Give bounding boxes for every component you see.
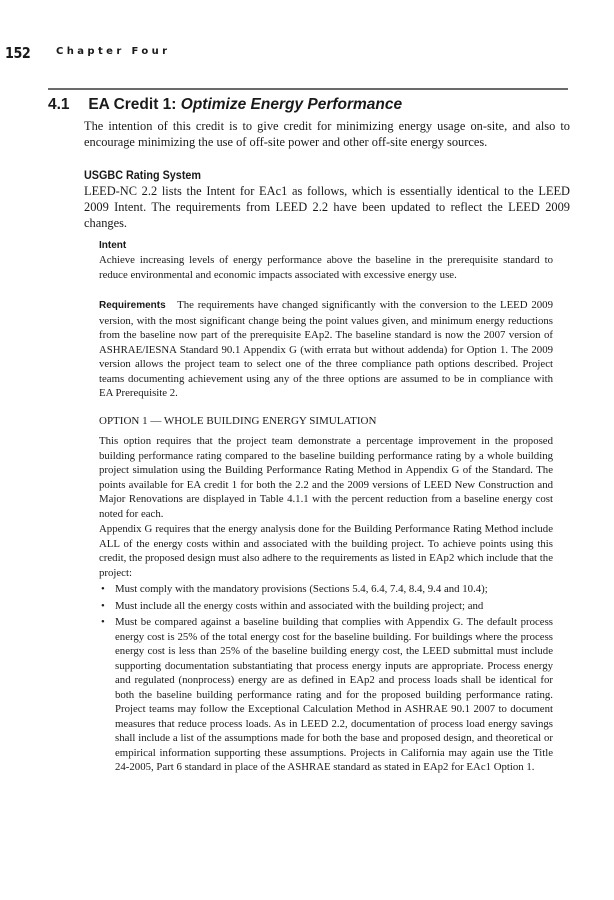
option1-heading: OPTION 1 — WHOLE BUILDING ENERGY SIMULATION bbox=[99, 415, 377, 427]
section-title-italic: Optimize Energy Performance bbox=[180, 96, 403, 113]
usgbc-text: LEED-NC 2.2 lists the Intent for EAc1 as follows, which is essentially identical to the LEED 2009 Intent. The requirements from LEED 2.2 have been updated to reflect the LEED 2009 changes. bbox=[84, 184, 570, 230]
intent-heading: Intent bbox=[99, 240, 127, 251]
bullet-item: • Must include all the energy costs within and associated with the building project; and bbox=[99, 599, 553, 614]
section-intro: The intention of this credit is to give credit for minimizing energy usage on-site, and also to encourage minimizing the use of off-site power and other off-site energy sources. bbox=[84, 119, 570, 149]
page-number: 152 bbox=[5, 44, 31, 62]
section-title-prefix: EA Credit 1: bbox=[88, 96, 177, 113]
section-number: 4.1 bbox=[48, 96, 70, 113]
intent-text: Achieve increasing levels of energy performance above the baseline in the prerequisite standard to reduce environmental and economic impacts associated with excessive energy use. bbox=[99, 254, 553, 281]
bullet-item: • Must comply with the mandatory provisions (Sections 5.4, 6.4, 7.4, 8.4, 9.4 and 10.4); bbox=[99, 582, 553, 597]
option1-paragraph-1: This option requires that the project team demonstrate a percentage improvement in the proposed building performance rating compared to the baseline building performance rating by a whole building project simulation using the Building Performance Rating Method in Appendix G of the Standard. The points available for EA credit 1 for both the 2.2 and the 2009 versions of LEED New Construction and Major Renovations are displayed in Table 4.1.1 with the percent reduction from a baseline energy cost noted for each. bbox=[99, 435, 553, 520]
section-rule bbox=[48, 88, 568, 90]
requirements-text: The requirements have changed significantly with the conversion to the LEED 2009 version, with the most significant change being the point values given, and minimum energy reductions from the baseline now part of the prerequisite EAp2. The baseline standard is now the 2007 version of ASHRAE/IESNA Standard 90.1 Appendix G (with errata but without addenda) for Option 1. The 2009 version allows the project team to select one of the three compliance path options described. Project teams documenting achievement using any of the three options are assumed to be in compliance with EA Prerequisite 2. bbox=[99, 299, 553, 399]
usgbc-heading: USGBC Rating System bbox=[84, 168, 202, 182]
requirements-paragraph bbox=[99, 298, 553, 401]
option1-paragraph-2: Appendix G requires that the energy analysis done for the Building Performance Rating Method include ALL of the energy costs within and associated with the building project. To achieve points using this credit, the proposed design must also adhere to the requirements as listed in EAp2 which include that the project: bbox=[99, 523, 553, 579]
requirements-bullet-list bbox=[99, 582, 553, 777]
requirements-label: Requirements bbox=[99, 300, 166, 311]
chapter-title: Chapter Four bbox=[56, 46, 171, 57]
bullet-item: • Must be compared against a baseline building that complies with Appendix G. The default process energy cost is 25% of the total energy cost for the baseline building. For buildings where the process energy cost is less than 25% of the baseline building energy cost, the LEED submittal must include supporting documentation substantiating that process energy inputs are appropriate. Process energy and regulated (nonprocess) energy are as defined in EAp2 and process loads shall be identical for both the baseline building performance rating and for the proposed building performance rating. Project teams may follow the Exceptional Calculation Method in ASHRAE 90.1 2007 to document measures that reduce process loads. As in LEED 2.2, documentation of process load energy savings shall include a list of the assumptions made for both the base and proposed design, and theoretical or empirical information supporting these assumptions. Projects in California may again use the Title 24-2005, Part 6 standard in place of the ASHRAE standard as stated in EAp2 for EAc1 Option 1. bbox=[99, 615, 553, 775]
section-heading bbox=[48, 96, 570, 114]
